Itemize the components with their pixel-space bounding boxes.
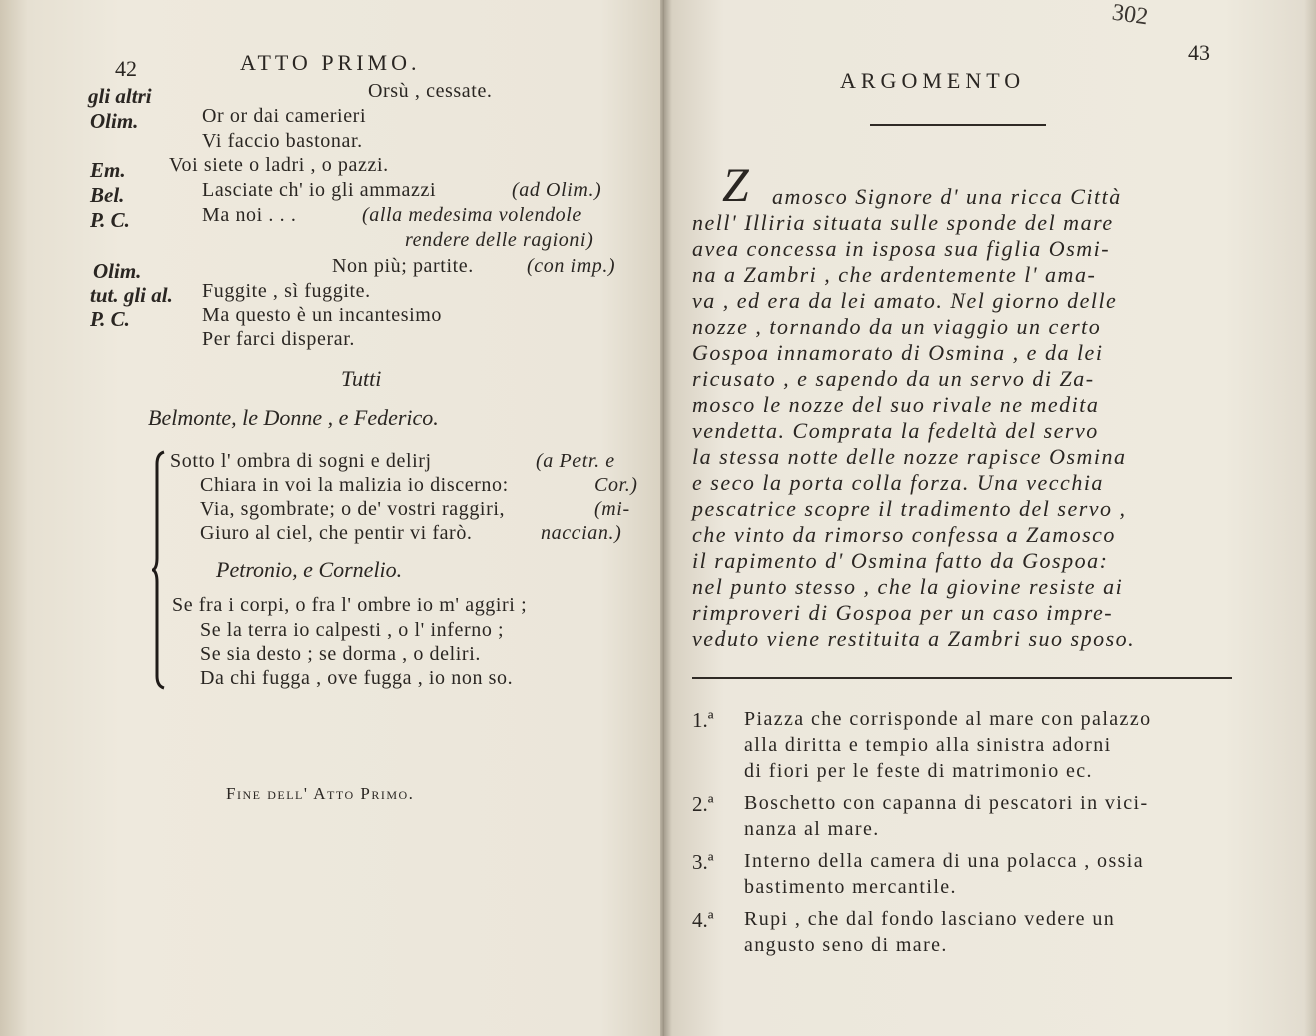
stage-direction: (ad Olim.) (512, 179, 602, 201)
scene-number: 4.ª (692, 908, 714, 932)
brace (152, 450, 166, 690)
argument-line: il rapimento d' Osmina fatto da Gospoa: (692, 548, 1109, 573)
page-number-right: 43 (1188, 40, 1210, 65)
scene-line: Boschetto con capanna di pescatori in vici- (744, 792, 1149, 814)
argument-line: vendetta. Comprata la fedeltà del servo (692, 418, 1099, 443)
scene-line: nanza al mare. (744, 818, 880, 840)
speaker: gli altri (88, 84, 152, 108)
right-page (664, 0, 1316, 1036)
line-text: Vi faccio bastonar. (202, 130, 363, 152)
page-number-left: 42 (115, 56, 137, 81)
argument-line: mosco le nozze del suo rivale ne medita (692, 392, 1100, 417)
argument-line: rimproveri di Gospoa per un caso impre- (692, 600, 1114, 625)
running-head: ATTO PRIMO. (240, 50, 421, 75)
argument-line: nozze , tornando da un viaggio un certo (692, 314, 1102, 339)
speaker: P. C. (90, 307, 130, 331)
stage-direction: rendere delle ragioni) (405, 229, 594, 251)
group-heading-2: Petronio, e Cornelio. (216, 557, 403, 582)
verse-line: Da chi fugga , ove fugga , io non so. (200, 667, 514, 689)
scene-line: bastimento mercantile. (744, 876, 957, 898)
line-text: Orsù , cessate. (368, 80, 493, 102)
line-text: Voi siete o ladri , o pazzi. (169, 154, 389, 176)
line-text: Ma questo è un incantesimo (202, 304, 442, 326)
speaker: Olim. (90, 109, 139, 133)
handwritten-mark: 302 (1110, 0, 1150, 31)
verse-line: Chiara in voi la malizia io discerno: (200, 474, 509, 496)
scene-line: alla diritta e tempio alla sinistra adorni (744, 734, 1112, 756)
speaker: Olim. (93, 259, 142, 283)
group-heading-1: Belmonte, le Donne , e Federico. (148, 405, 439, 430)
argument-line: pescatrice scopre il tradimento del servo , (692, 496, 1127, 521)
heading-rule (870, 124, 1046, 126)
argument-line: va , ed era da lei amato. Nel giorno delle (692, 288, 1118, 313)
speaker: P. C. (90, 208, 130, 232)
line-text: Per farci disperar. (202, 328, 356, 350)
scene-line: di fiori per le feste di matrimonio ec. (744, 760, 1093, 782)
end-of-act: Fine dell' Atto Primo. (226, 784, 415, 803)
line-text: Lasciate ch' io gli ammazzi (202, 179, 437, 201)
verse-line: Giuro al ciel, che pentir vi farò. (200, 522, 473, 544)
tutti-heading: Tutti (341, 366, 382, 391)
speaker: tut. gli al. (90, 283, 173, 307)
argument-line: na a Zambri , che ardentemente l' ama- (692, 262, 1097, 287)
scene-number: 3.ª (692, 850, 714, 874)
verse-line: Via, sgombrate; o de' vostri raggiri, (200, 498, 506, 520)
stage-direction: Cor.) (594, 474, 638, 496)
stage-direction: (mi- (594, 498, 630, 520)
speaker: Bel. (90, 183, 125, 207)
scene-line: Piazza che corrisponde al mare con palazzo (744, 708, 1152, 730)
line-text: Ma noi . . . (202, 204, 297, 226)
speaker: Em. (90, 158, 126, 182)
scene-number: 2.ª (692, 792, 714, 816)
section-rule (692, 677, 1232, 679)
argument-line: ricusato , e sapendo da un servo di Za- (692, 366, 1095, 391)
argument-line: che vinto da rimorso confessa a Zamosco (692, 522, 1116, 547)
drop-cap: Z (722, 159, 749, 212)
stage-direction: (a Petr. e (536, 450, 615, 472)
argument-line: e seco la porta colla forza. Una vecchia (692, 470, 1104, 495)
argument-line: amosco Signore d' una ricca Città (772, 184, 1122, 209)
line-text: Fuggite , sì fuggite. (202, 280, 371, 302)
argument-line: nell' Illiria situata sulle sponde del mare (692, 210, 1114, 235)
stage-direction: naccian.) (541, 522, 622, 544)
argument-line: veduto viene restituita a Zambri suo sposo. (692, 626, 1136, 651)
verse-line: Sotto l' ombra di sogni e delirj (170, 450, 432, 472)
scene-line: Rupi , che dal fondo lasciano vedere un (744, 908, 1116, 930)
argument-heading: ARGOMENTO (840, 68, 1026, 93)
scene-number: 1.ª (692, 708, 714, 732)
argument-line: avea concessa in isposa sua figlia Osmi- (692, 236, 1111, 261)
verse-line: Se sia desto ; se dorma , o deliri. (200, 643, 481, 665)
stage-direction: (con imp.) (527, 255, 616, 277)
argument-line: nel punto stesso , che la giovine resiste ai (692, 574, 1124, 599)
argument-line: Gospoa innamorato di Osmina , e da lei (692, 340, 1104, 365)
line-text: Non più; partite. (332, 255, 474, 277)
line-text: Or or dai camerieri (202, 105, 367, 127)
verse-line: Se fra i corpi, o fra l' ombre io m' aggiri ; (172, 594, 528, 616)
argument-line: la stessa notte delle nozze rapisce Osmina (692, 444, 1127, 469)
scene-line: Interno della camera di una polacca , ossia (744, 850, 1145, 872)
stage-direction: (alla medesima volendole (362, 204, 582, 226)
verse-line: Se la terra io calpesti , o l' inferno ; (200, 619, 505, 641)
scene-line: angusto seno di mare. (744, 934, 948, 956)
